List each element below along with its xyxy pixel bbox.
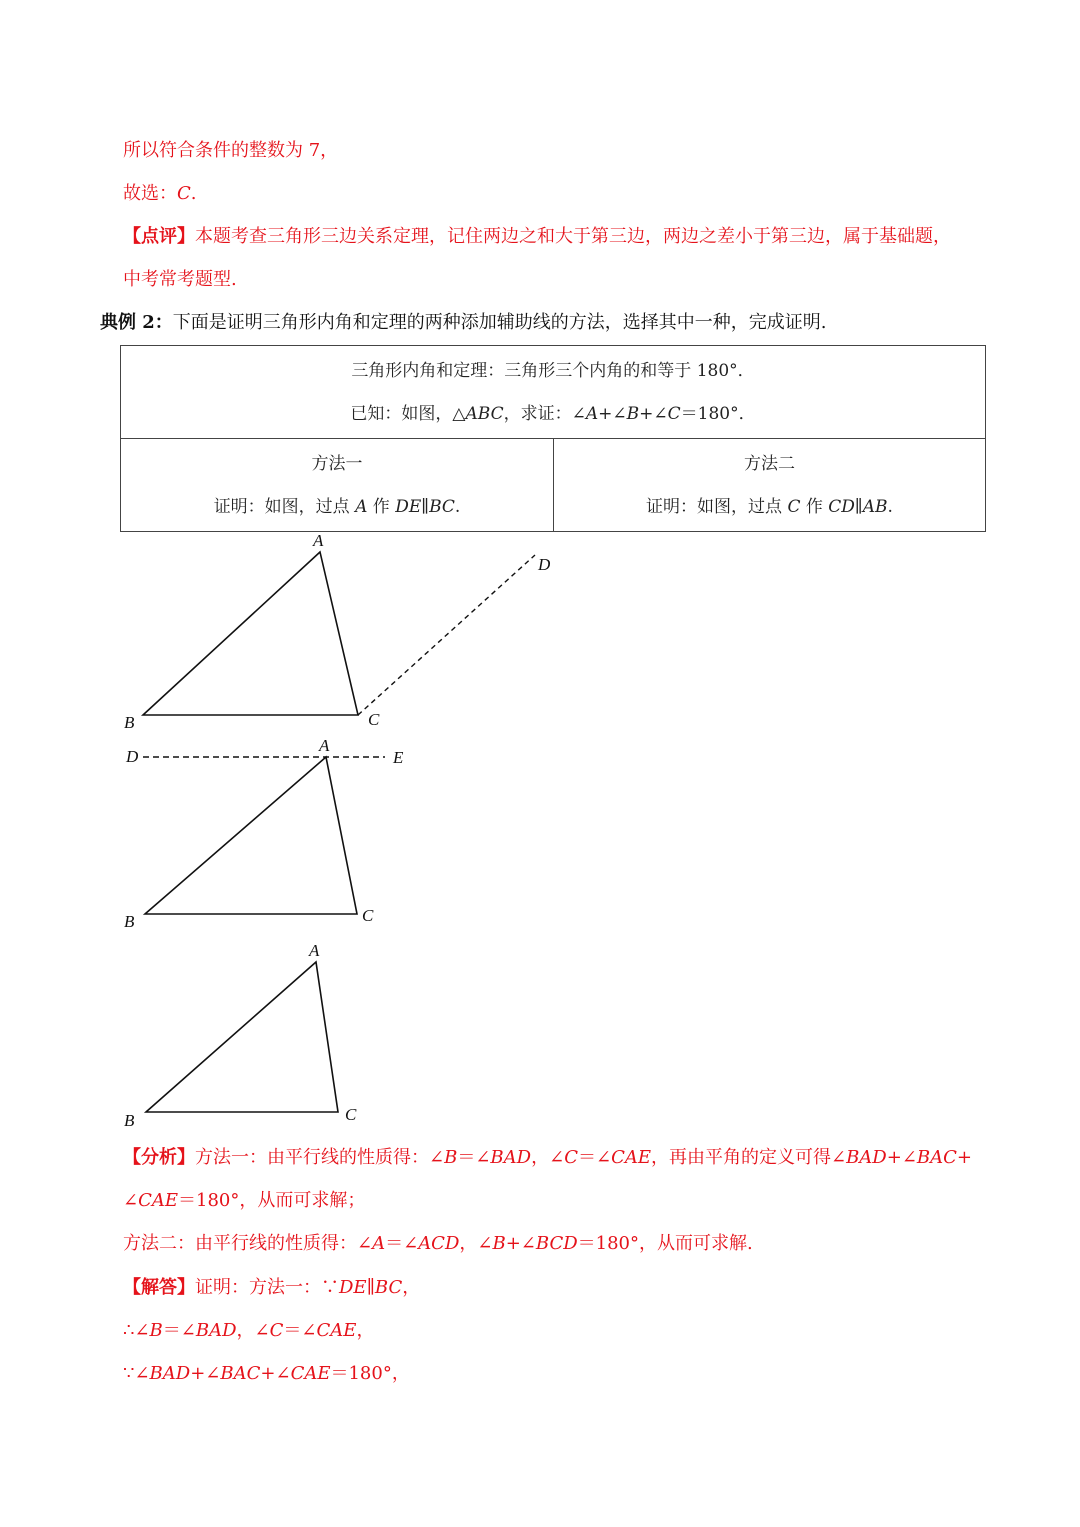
analysis-line-1: 【分析】方法一：由平行线的性质得：∠B＝∠BAD，∠C＝∠CAE，再由平角的定义可得∠BAD+∠BAC+ xyxy=(123,1147,973,1168)
choice-line: 故选：C. xyxy=(123,183,197,204)
label-b: B xyxy=(124,713,135,732)
review-line: 【点评】本题考查三角形三边关系定理，记住两边之和大于第三边，两边之差小于第三边，属于基础题， xyxy=(123,226,951,247)
figure-method-two xyxy=(124,531,551,732)
label-a: A xyxy=(313,531,324,550)
label-e: E xyxy=(393,748,404,767)
triangle-abc-1 xyxy=(143,552,358,715)
analysis-line-3: 方法二：由平行线的性质得：∠A＝∠ACD，∠B+∠BCD＝180°，从而可求解. xyxy=(123,1233,753,1254)
label-b: B xyxy=(124,912,135,931)
label-c: C xyxy=(345,1105,357,1124)
triangle-abc-3 xyxy=(146,962,338,1112)
review-tag: 【点评】 xyxy=(123,226,195,247)
review-line-2: 中考常考题型. xyxy=(123,269,237,290)
auxiliary-line-cd xyxy=(358,555,535,715)
label-d: D xyxy=(538,555,551,574)
given-statement: 已知：如图，△ABC，求证：∠A+∠B+∠C＝180°． xyxy=(350,403,756,424)
figure-plain-triangle xyxy=(124,941,357,1130)
label-c: C xyxy=(368,710,380,729)
example-heading: 典例 2：下面是证明三角形内角和定理的两种添加辅助线的方法，选择其中一种，完成证明. xyxy=(100,312,827,333)
label-a: A xyxy=(319,736,330,755)
label-d: D xyxy=(126,747,139,766)
figure-method-one xyxy=(124,736,404,931)
answer-line-3: ∵∠BAD+∠BAC+∠CAE＝180°， xyxy=(123,1363,410,1384)
label-a: A xyxy=(309,941,320,960)
method-two-proof: 证明：如图，过点 C 作 CD∥AB. xyxy=(646,496,893,517)
answer-line-1: 【解答】证明：方法一：∵DE∥BC， xyxy=(123,1277,421,1298)
method-one-title: 方法一 xyxy=(311,453,363,474)
method-one-proof: 证明：如图，过点 A 作 DE∥BC. xyxy=(213,496,461,517)
answer-tag: 【解答】 xyxy=(123,1277,195,1298)
triangle-abc-2 xyxy=(145,757,357,914)
theorem-statement: 三角形内角和定理：三角形三个内角的和等于 180°． xyxy=(351,360,755,381)
answer-line-2: ∴∠B＝∠BAD，∠C＝∠CAE， xyxy=(123,1320,375,1341)
analysis-line-2: ∠CAE＝180°，从而可求解； xyxy=(123,1190,366,1211)
conclusion-line: 所以符合条件的整数为 7， xyxy=(123,140,339,161)
label-b: B xyxy=(124,1111,135,1130)
label-c: C xyxy=(362,906,374,925)
method-two-title: 方法二 xyxy=(744,453,795,474)
analysis-tag: 【分析】 xyxy=(123,1147,195,1168)
